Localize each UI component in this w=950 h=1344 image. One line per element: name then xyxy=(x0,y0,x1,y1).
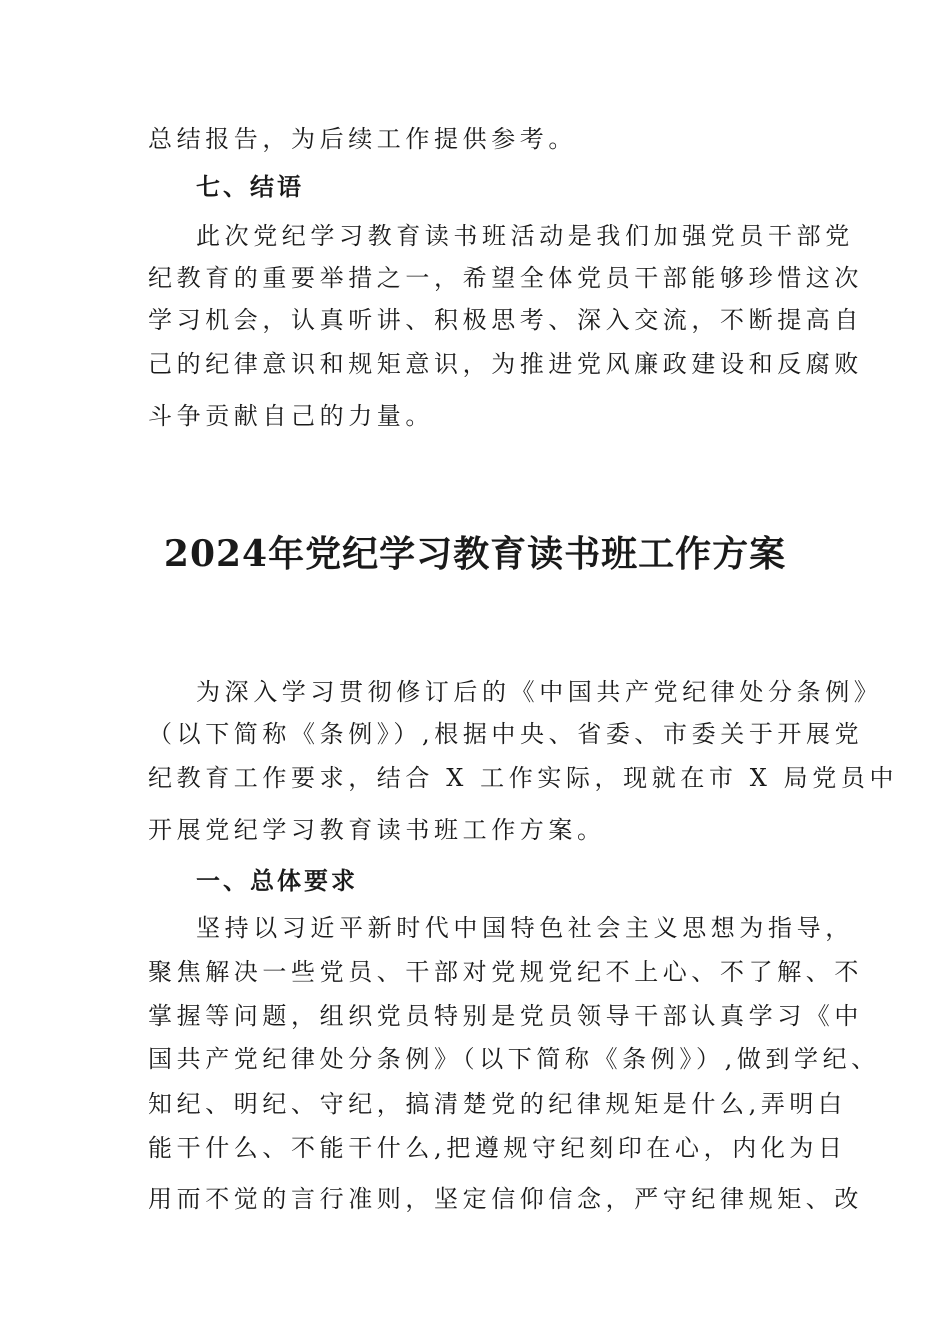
paragraph-line: 坚持以习近平新时代中国特色社会主义思想为指导， xyxy=(196,914,854,942)
document-title: 2024年党纪学习教育读书班工作方案 xyxy=(163,533,787,575)
paragraph-line: 聚焦解决一些党员、干部对党规党纪不上心、不了解、不 xyxy=(148,958,863,986)
paragraph-line: 斗争贡献自己的力量。 xyxy=(148,402,434,430)
paragraph-line: 用而不觉的言行准则，坚定信仰信念，严守纪律规矩、改 xyxy=(148,1185,863,1213)
paragraph-line: 总结报告，为后续工作提供参考。 xyxy=(148,125,577,153)
paragraph-line: 能干什么、不能干什么,把遵规守纪刻印在心，内化为日 xyxy=(148,1134,847,1162)
paragraph-line: 开展党纪学习教育读书班工作方案。 xyxy=(148,816,606,844)
paragraph-line: 此次党纪学习教育读书班活动是我们加强党员干部党 xyxy=(196,222,854,250)
section-heading-conclusion: 七、结语 xyxy=(196,172,304,201)
section-heading-general-requirements: 一、总体要求 xyxy=(196,866,358,895)
paragraph-line: 纪教育工作要求，结合 X 工作实际，现就在市 X 局党员中 xyxy=(148,764,899,792)
paragraph-line: 学习机会，认真听讲、积极思考、深入交流，不断提高自 xyxy=(148,306,863,334)
paragraph-line: 掌握等问题，组织党员特别是党员领导干部认真学习《中 xyxy=(148,1002,863,1030)
paragraph-line: 纪教育的重要举措之一，希望全体党员干部能够珍惜这次 xyxy=(148,264,863,292)
paragraph-line: 国共产党纪律处分条例》（以下简称《条例》）,做到学纪、 xyxy=(148,1045,880,1073)
paragraph-line: 己的纪律意识和规矩意识，为推进党风廉政建设和反腐败 xyxy=(148,350,863,378)
paragraph-line: 为深入学习贯彻修订后的《中国共产党纪律处分条例》 xyxy=(196,678,883,706)
paragraph-line: 知纪、明纪、守纪，搞清楚党的纪律规矩是什么,弄明白 xyxy=(148,1090,847,1118)
paragraph-line: （以下简称《条例》）,根据中央、省委、市委关于开展党 xyxy=(148,720,864,748)
